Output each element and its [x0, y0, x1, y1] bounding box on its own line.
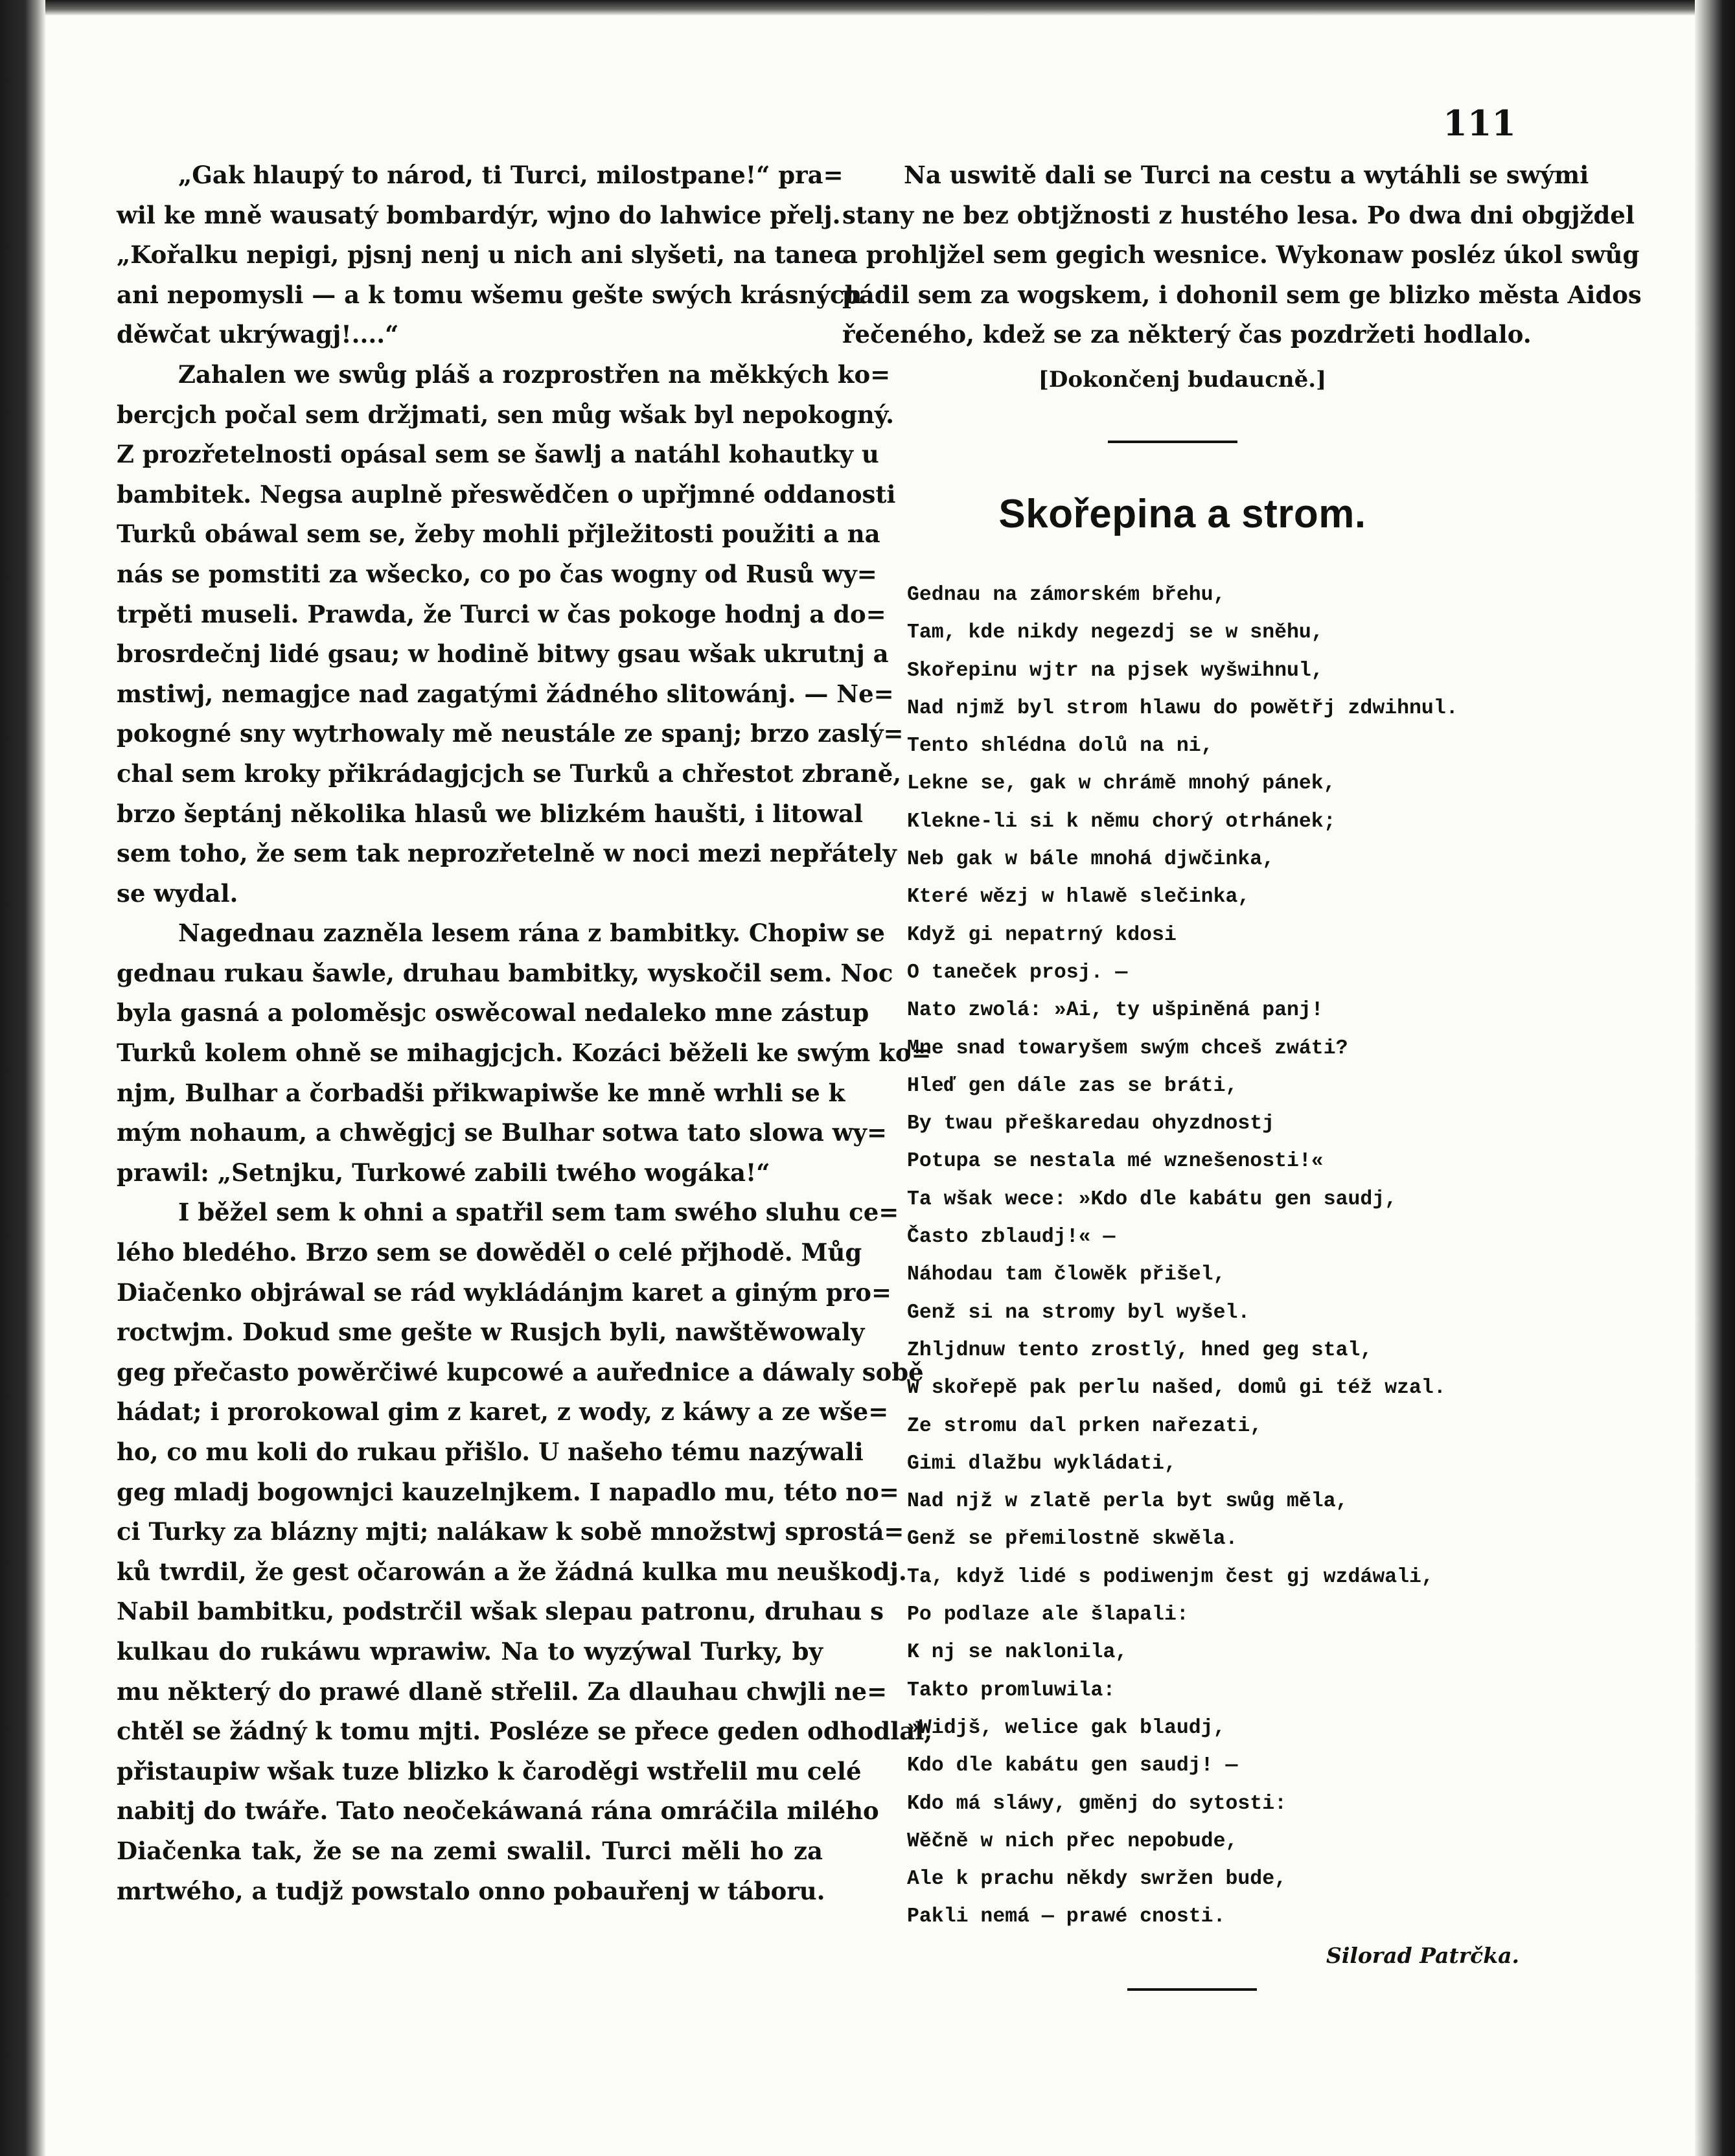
- text-line: geg mladj bogownjci kauzelnjkem. I napadlo mu, této no=: [117, 1477, 899, 1506]
- text-line: Turků kolem ohně se mihagjcjch. Kozáci běželi ke swým ko=: [117, 1038, 932, 1068]
- text-line: Na uswitě dali se Turci na cestu a wytáhli se swými: [904, 161, 1589, 189]
- text-line: řečeného, kdež se za některý čas pozdržeti hodlalo.: [842, 320, 1532, 349]
- poem-author: Silorad Patrčka.: [1326, 1943, 1519, 1968]
- text-line: ho, co mu koli do rukau přišlo. U našeho tému nazýwali: [117, 1438, 864, 1466]
- text-line: prawil: „Setnjku, Turkowé zabili twého wogáka!“: [117, 1158, 770, 1187]
- text-line: sem toho, že sem tak neprozřetelně w noci mezi nepřátely: [117, 839, 897, 868]
- text-line: geg přečasto powěrčiwé kupcowé a auřednice a dáwaly sobě: [117, 1357, 924, 1386]
- text-line: nás se pomstiti za wšecko, co po čas wogny od Rusů wy=: [117, 559, 877, 588]
- poem-line: Náhodau tam člowěk přišel,: [907, 1263, 1226, 1287]
- text-line: přistaupiw wšak tuze blizko k čaroděgi wstřelil mu celé: [117, 1756, 862, 1785]
- poem-line: Ta wšak wece: »Kdo dle kabátu gen saudj,: [907, 1187, 1397, 1211]
- poem-line: K nj se naklonila,: [907, 1641, 1128, 1664]
- text-line: mu některý do prawé dlaně střelil. Za dlauhau chwjli ne=: [117, 1677, 888, 1706]
- text-line: wil ke mně wausatý bombardýr, wjno do lahwice přelj.: [117, 200, 841, 229]
- poem-title: Skořepina a strom.: [998, 492, 1366, 536]
- page-number: 111: [1443, 102, 1516, 144]
- text-line: Nabil bambitku, podstrčil wšak slepau patronu, druhau s: [117, 1597, 884, 1626]
- poem-line: By twau přeškaredau ohyzdnostj: [907, 1112, 1275, 1136]
- text-line: pokogné sny wytrhowaly mě neustále ze spanj; brzo zaslý=: [117, 719, 904, 748]
- text-line: a prohljžel sem gegich wesnice. Wykonaw posléz úkol swůg: [842, 240, 1640, 270]
- poem-line: Mne snad towaryšem swým chceš zwáti?: [907, 1037, 1348, 1060]
- text-line: chal sem kroky přikrádagjcjch se Turků a chřestot zbraně,: [117, 759, 902, 788]
- text-line: Zahalen we swůg pláš a rozprostřen na měkkých ko=: [178, 360, 891, 389]
- poem-line: Když gi nepatrný kdosi: [907, 923, 1177, 946]
- poem-line: Gednau na zámorském břehu,: [907, 584, 1226, 606]
- poem-line: Skořepinu wjtr na pjsek wyšwihnul,: [907, 659, 1324, 682]
- text-line: Z prozřetelnosti opásal sem se šawlj a natáhl kohautky u: [117, 440, 879, 469]
- text-line: nabitj do twáře. Tato neočekáwaná rána omráčila milého: [117, 1796, 879, 1826]
- section-divider: [1108, 441, 1237, 443]
- poem-line: Klekne-li si k němu chorý otrhánek;: [907, 810, 1336, 833]
- poem-line: Potupa se nestala mé wznešenosti!«: [907, 1150, 1324, 1173]
- text-line: mým nohaum, a chwěgjcj se Bulhar sotwa tato slowa wy=: [117, 1118, 888, 1147]
- poem-line: Gimi dlažbu wykládati,: [907, 1452, 1177, 1475]
- text-line: gednau rukau šawle, druhau bambitky, wyskočil sem. Noc: [117, 958, 893, 987]
- poem-line: Kdo dle kabátu gen saudj! —: [907, 1754, 1238, 1778]
- text-line: kulkau do rukáwu wprawiw. Na to wyzýwal Turky, by: [117, 1636, 823, 1666]
- poem-line: »Widjš, welice gak blaudj,: [907, 1716, 1226, 1739]
- poem-line: Které wězj w hlawě slečinka,: [907, 886, 1250, 909]
- text-line: lého bledého. Brzo sem se dowěděl o celé přjhodě. Můg: [117, 1238, 862, 1267]
- poem-line: Pakli nemá — prawé cnosti.: [907, 1905, 1226, 1929]
- end-divider: [1127, 1988, 1257, 1991]
- text-line: njm, Bulhar a čorbadši přikwapiwše ke mně wrhli se k: [117, 1078, 845, 1107]
- text-line: brzo šeptánj několika hlasů we blizkém haušti, i litowal: [117, 799, 864, 828]
- text-line: „Gak hlaupý to národ, ti Turci, milostpane!“ pra=: [178, 161, 844, 189]
- text-line: byla gasná a poloměsjc oswěcowal nedaleko mne zástup: [117, 998, 869, 1027]
- text-line: roctwjm. Dokud sme gešte w Rusjch byli, nawštěwowaly: [117, 1318, 865, 1347]
- text-line: mstiwj, nemagjce nad zagatými žádného slitowánj. — Ne=: [117, 679, 894, 708]
- text-line: hádat; i prorokowal gim z karet, z wody, z káwy a ze wše=: [117, 1397, 889, 1427]
- text-line: ků twrdil, že gest očarowán a že žádná kulka mu neuškodj.: [117, 1557, 907, 1586]
- poem-line: Zhljdnuw tento zrostlý, hned geg stal,: [907, 1338, 1373, 1362]
- text-line: pádil sem za wogskem, i dohonil sem ge blizko města Aidos: [842, 280, 1642, 309]
- text-line: stany ne bez obtjžnosti z hustého lesa. Po dwa dni obgjždel: [842, 200, 1635, 229]
- book-spine-shadow: [0, 0, 45, 2156]
- poem-line: Kdo má sláwy, gměnj do sytosti:: [907, 1792, 1287, 1815]
- text-line: se wydal.: [117, 878, 238, 908]
- text-line: chtěl se žádný k tomu mjti. Posléze se přece geden odhodlal,: [117, 1717, 933, 1746]
- poem-line: O taneček prosj. —: [907, 961, 1128, 984]
- text-line: Diačenko objráwal se rád wykládánjm karet a giným pro=: [117, 1278, 891, 1307]
- poem-line: Tento shlédna dolů na ni,: [907, 735, 1213, 758]
- text-line: trpěti museli. Prawda, že Turci w čas pokoge hodnj a do=: [117, 599, 886, 628]
- poem-line: Tam, kde nikdy negezdj se w sněhu,: [907, 621, 1324, 645]
- continued-note: [Dokončenj budaucně.]: [1038, 366, 1327, 393]
- text-line: bambitek. Negsa auplně přeswědčen o upřjmné oddanosti: [117, 479, 896, 509]
- poem-line: Po podlaze ale šlapali:: [907, 1603, 1189, 1627]
- text-line: mrtwého, a tudjž powstalo onno pobauřenj w táboru.: [117, 1876, 825, 1905]
- text-line: děwčat ukrýwagj!....“: [117, 320, 399, 349]
- text-line: I běžel sem k ohni a spatřil sem tam swého sluhu ce=: [178, 1198, 899, 1227]
- text-line: „Kořalku nepigi, pjsnj nenj u nich ani slyšeti, na tanec: [117, 240, 849, 270]
- poem-line: Genž si na stromy byl wyšel.: [907, 1301, 1250, 1324]
- poem-line: Nato zwolá: »Ai, ty ušpiněná panj!: [907, 999, 1324, 1022]
- text-line: Diačenka tak, že se na zemi swalil. Turci měli ho za: [117, 1836, 823, 1865]
- text-line: ani nepomysli — a k tomu wšemu gešte swých krásných: [117, 280, 862, 309]
- poem-line: Lekne se, gak w chrámě mnohý pánek,: [907, 772, 1336, 796]
- right-column: [842, 155, 1642, 399]
- text-line: Turků obáwal sem se, žeby mohli přjležitosti použiti a na: [117, 520, 880, 549]
- page-edge-shadow: [1695, 0, 1735, 2156]
- poem-line: Ale k prachu někdy swržen bude,: [907, 1868, 1287, 1891]
- poem-line: Nad njž w zlatě perla byt swůg měla,: [907, 1490, 1348, 1513]
- poem-line: Ze stromu dal prken nařezati,: [907, 1414, 1263, 1438]
- poem-line: Genž se přemilostně skwěla.: [907, 1528, 1238, 1551]
- poem-line: Takto promluwila:: [907, 1679, 1116, 1702]
- poem: [907, 577, 1522, 1936]
- poem-line: Nad njmž byl strom hlawu do powětřj zdwihnul.: [907, 696, 1458, 720]
- text-line: brosrdečnj lidé gsau; w hodině bitwy gsau wšak ukrutnj a: [117, 639, 889, 669]
- text-line: Nagednau zazněla lesem rána z bambitky. Chopiw se: [178, 919, 885, 948]
- text-line: ci Turky za blázny mjti; nalákaw k sobě množstwj sprostá=: [117, 1517, 904, 1546]
- poem-line: W skořepě pak perlu našed, domů gi též wzal.: [907, 1377, 1446, 1400]
- poem-line: Často zblaudj!« —: [907, 1226, 1116, 1249]
- text-line: bercjch počal sem držjmati, sen můg wšak byl nepokogný.: [117, 400, 894, 429]
- poem-line: Hleď gen dále zas se bráti,: [907, 1074, 1238, 1097]
- poem-line: Ta, když lidé s podiwenjm čest gj wzdáwali,: [907, 1565, 1434, 1588]
- poem-line: Wěčně w nich přec nepobude,: [907, 1829, 1238, 1853]
- left-column: [117, 155, 933, 1911]
- poem-line: Neb gak w bále mnohá djwčinka,: [907, 848, 1275, 871]
- top-edge-shadow: [0, 0, 1735, 16]
